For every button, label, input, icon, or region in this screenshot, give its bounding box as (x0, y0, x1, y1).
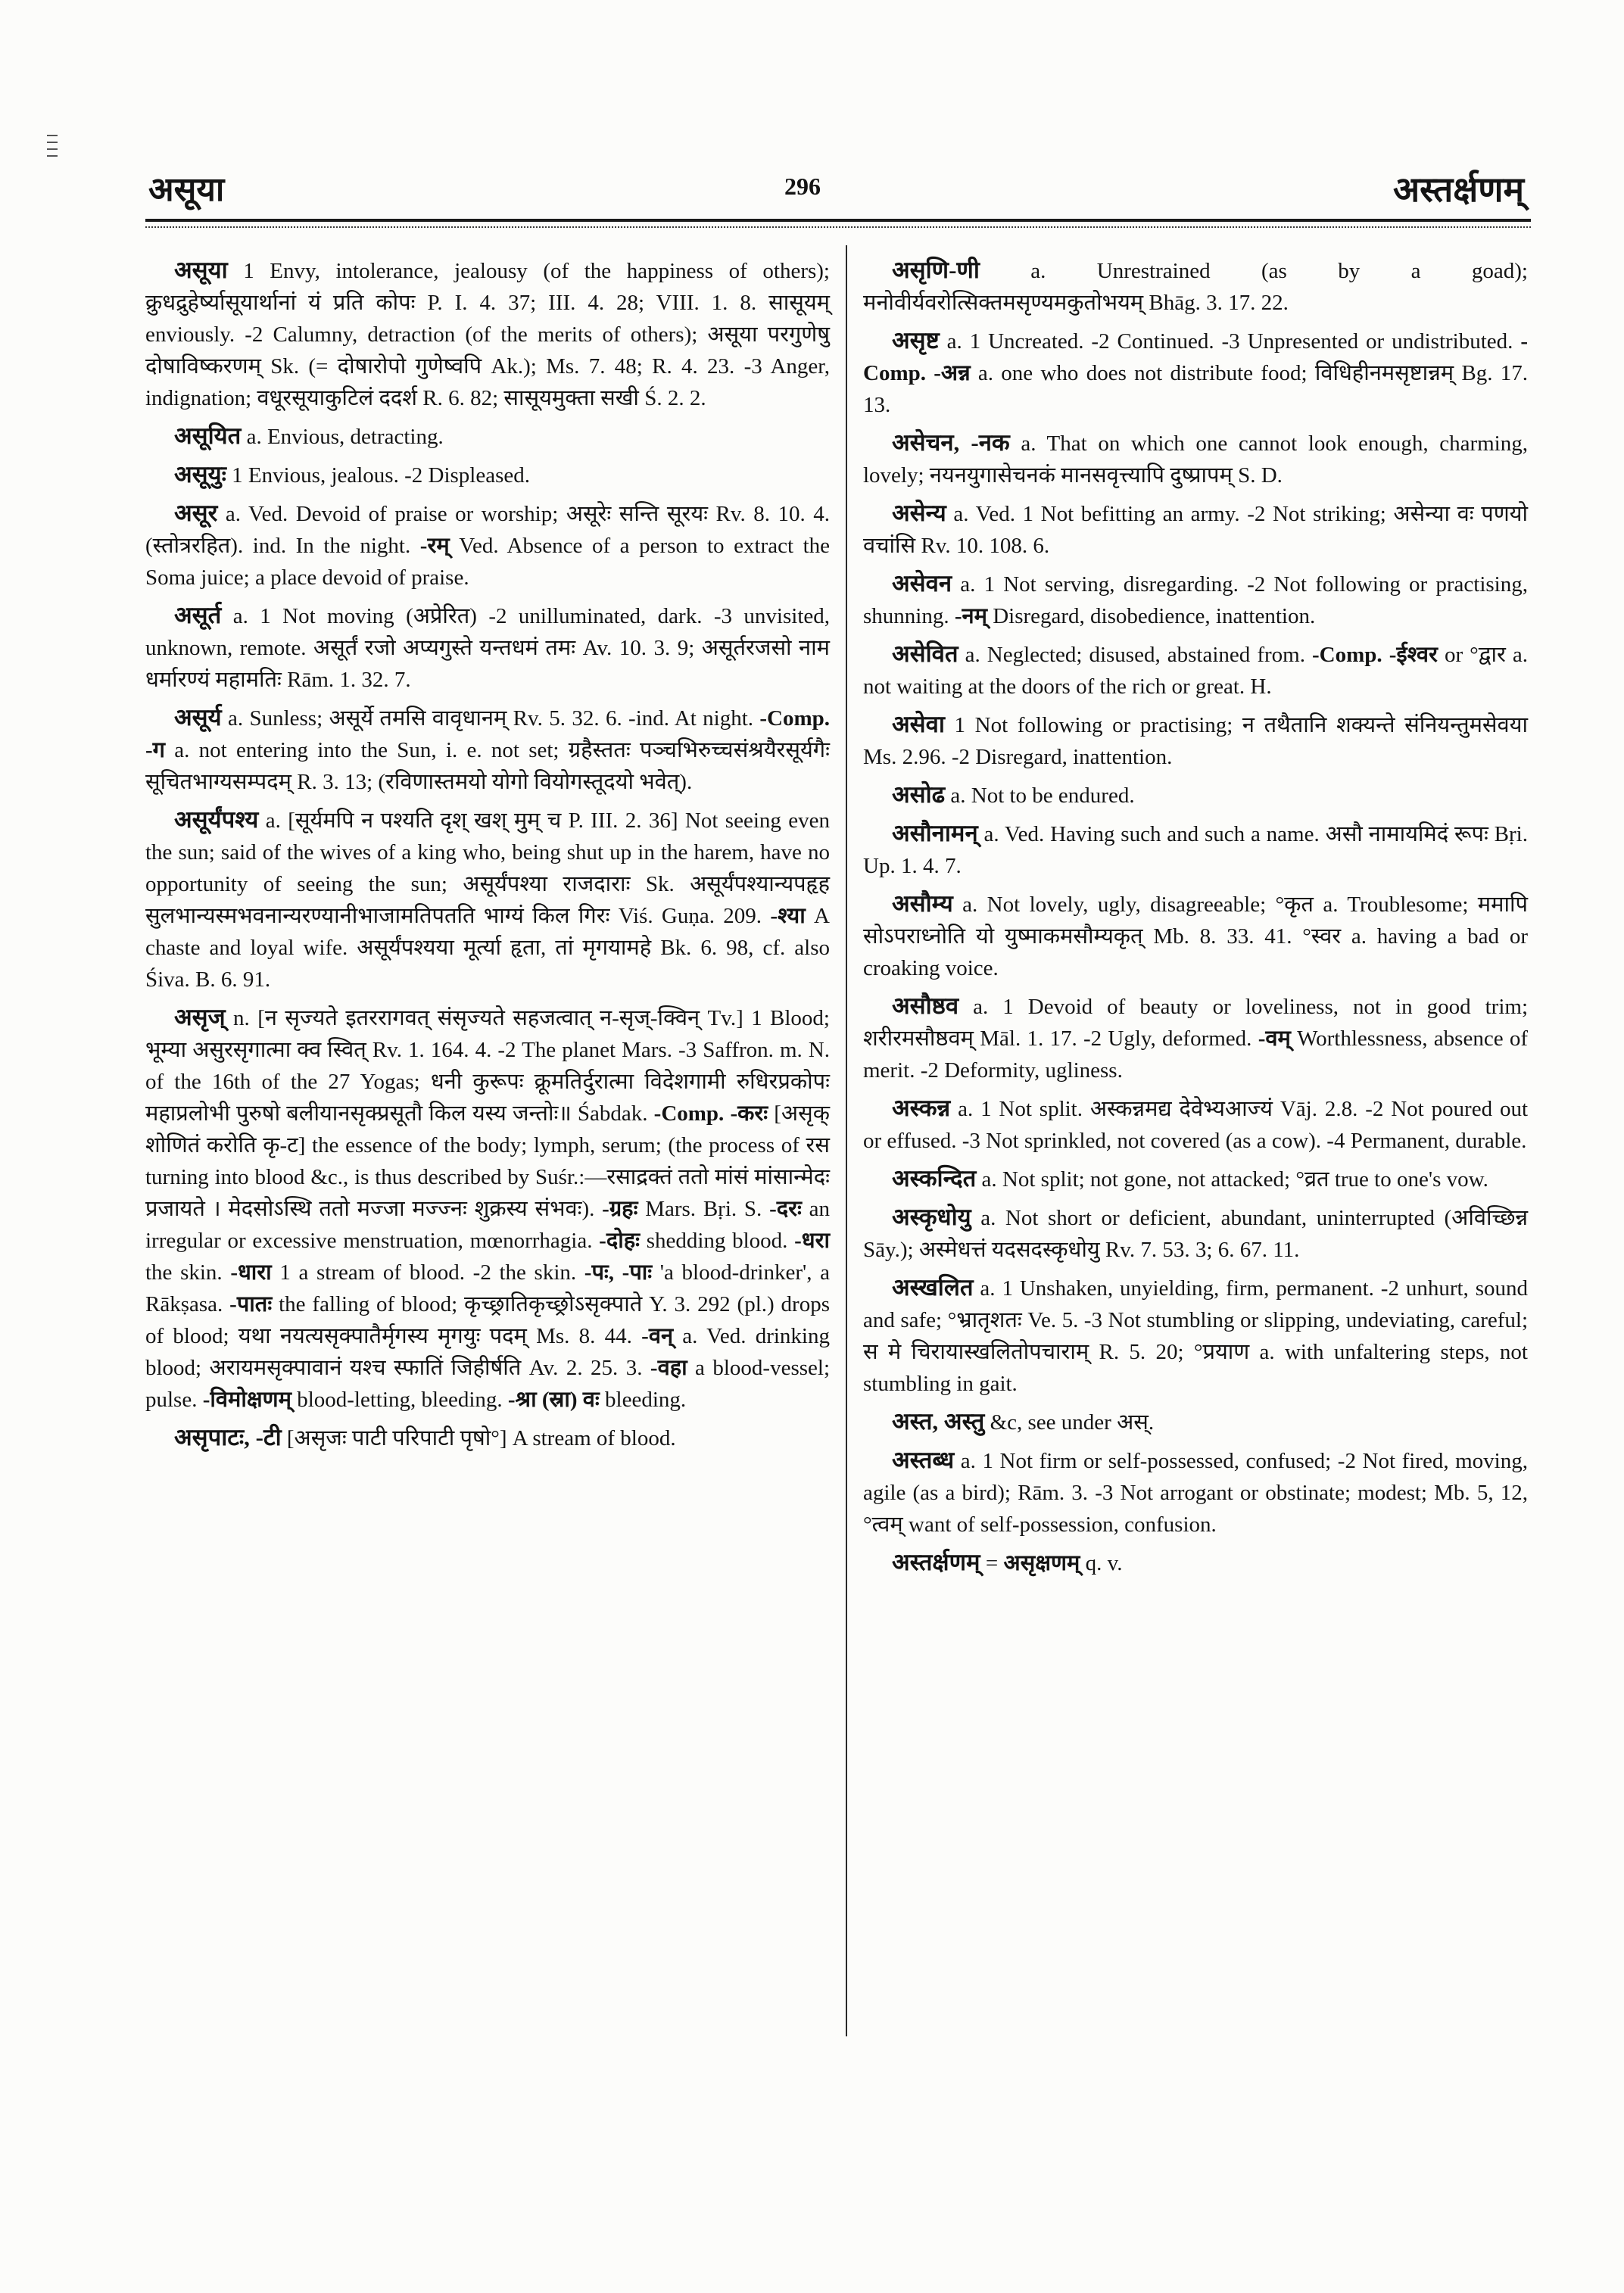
entry-definition: a. Not lovely, ugly, disagreeable; °कृत a. Troublesome; ममापि सोऽपराध्नोति यो युष्माकमसौम्यकृत् Mb. 8. 33. 41. °स्वर a. having a bad or croaking voice. (863, 893, 1528, 980)
entry-headword: असेन्य (892, 500, 946, 526)
dictionary-entry (863, 1092, 1528, 1157)
entry-definition: [असृजः पाटी परिपाटी पृषो°] A stream of blood. (281, 1426, 676, 1450)
page-number: 296 (784, 173, 821, 200)
entry-headword: अस्खलित (892, 1274, 974, 1301)
dictionary-entry (145, 254, 830, 414)
entry-definition: &c, see under अस्. (984, 1410, 1155, 1435)
entry-subheadword: -रम् (419, 534, 450, 558)
entry-headword: असेवा (892, 711, 945, 737)
right-column (863, 254, 1528, 1585)
entry-headword: असूर्त (174, 602, 222, 628)
entry-subheadword: -वहा (650, 1356, 687, 1380)
column-divider (846, 245, 847, 2036)
entry-definition: a. Unrestrained (as by a goad); मनोवीर्यवरोत्सिक्तमसृण्यमकुतोभयम् Bhāg. 3. 17. 22. (863, 259, 1528, 315)
entry-definition: the falling of blood; कृच्छ्रातिकृच्छ्रोऽसृक्पाते Y. 3. 292 (pl.) drops of blood; यथा नयत्यसृक्पातैर्मृगस्य मृगयुः पदम् Ms. 8. 44. (145, 1292, 830, 1348)
entry-headword: असौष्ठव (892, 992, 959, 1019)
dictionary-entry (145, 702, 830, 798)
dictionary-entry (863, 497, 1528, 562)
entry-headword: असूर्य (174, 704, 222, 731)
entry-definition: 1 Envy, intolerance, jealousy (of the happiness of others); क्रुधद्रुहेर्ष्यासूयार्थानां यं प्रति कोपः P. I. 4. 37; III. 4. 28; VIII. 1. 8. सासूयम् enviously. -2 Calumny, detraction (of the merits of others); असूया परगुणेषु दोषाविष्करणम् Sk. (= दोषारोपो गुणेष्वपि Ak.); Ms. 7. 48; R. 4. 23. -3 Anger, indignation; वधूरसूयाकुटिलं ददर्श R. 6. 82; सासूयमुक्ता सखी Ś. 2. 2. (145, 259, 830, 410)
left-column (145, 254, 830, 1460)
entry-definition: a. Sunless; असूर्ये तमसि वावृधानम् Rv. 5. 32. 6. -ind. At night. (221, 706, 760, 731)
dictionary-entry (863, 1201, 1528, 1266)
entry-definition: a. 1 Devoid of beauty or loveliness, not in good trim; शरीरमसौष्ठवम् Māl. 1. 17. -2 Ugly, deformed. (863, 995, 1528, 1051)
dictionary-entry (863, 818, 1528, 882)
entry-subheadword: -दरः (769, 1197, 802, 1221)
entry-definition: [असृक् शोणितं करोति कृ-ट] the essence of the body; lymph, serum; (the process of रस turning into blood &c., is thus described by Suśr.:—रसाद्रक्तं ततो मांसं मांसान्मेदः प्रजायते । मेदसोऽस्थि ततो मज्जा मज्ज्नः शुक्रस्य संभवः). (145, 1101, 830, 1221)
dictionary-entry (863, 1163, 1528, 1195)
entry-definition: = (980, 1551, 1004, 1575)
entry-subheadword: -नम् (954, 604, 987, 628)
entry-subheadword: -धरा (794, 1229, 830, 1253)
dictionary-entry (145, 804, 830, 995)
entry-subheadword: -दोहः (599, 1229, 640, 1253)
entry-subheadword: -वन् (641, 1324, 674, 1348)
entry-definition: a. That on which one cannot look enough, charming, lovely; नयनयुगासेचनकं मानसवृत्त्यापि दुष्प्रापम् S. D. (863, 431, 1528, 488)
entry-definition: a. 1 Not moving (अप्रेरित) -2 unilluminated, dark. -3 unvisited, unknown, remote. असूर्तं रजो अप्यगुस्ते यन्तधमं तमः Av. 10. 3. 9; असूर्तरजसो नाम धर्मारण्यं महामतिः Rām. 1. 32. 7. (145, 604, 830, 692)
dictionary-entry (863, 779, 1528, 812)
entry-definition: a. Ved. Devoid of praise or worship; असूरेः सन्ति सूरयः Rv. 8. 10. 4. (स्तोत्ररहित). ind. In the night. (145, 502, 830, 558)
entry-headword: असेचन, -नक (892, 429, 1010, 456)
dictionary-entry (863, 1406, 1528, 1438)
entry-headword: असेवित (892, 640, 959, 667)
entry-definition: bleeding. (599, 1388, 687, 1412)
entry-headword: असौनामन् (892, 820, 978, 846)
entry-definition: q. v. (1080, 1551, 1123, 1575)
dictionary-entry (863, 254, 1528, 319)
entry-headword: अस्तब्ध (892, 1447, 955, 1473)
entry-definition: a. 1 Not split. अस्कन्नमद्य देवेभ्यआज्यं Vāj. 2.8. -2 Not poured out or effused. -3 Not sprinkled, not covered (as a cow). -4 Permanent, durable. (863, 1097, 1528, 1153)
entry-definition: the skin. (145, 1260, 231, 1285)
entry-headword: असूयित (174, 422, 242, 449)
entry-headword: अस्कृधोयु (892, 1204, 971, 1230)
dictionary-entry (145, 1422, 830, 1454)
entry-definition: a. Ved. Having such and such a name. असौ नामायमिदं रूपः Bṛi. Up. 1. 4. 7. (863, 822, 1528, 878)
dictionary-entry (863, 888, 1528, 984)
entry-subheadword: असृक्षणम् (1003, 1551, 1080, 1575)
entry-headword: असूर (174, 500, 218, 526)
entry-subheadword: -Comp. -ग (145, 706, 830, 762)
entry-definition: an irregular or excessive menstruation, mœnorrhagia. (145, 1197, 830, 1253)
entry-subheadword: -Comp. -ईश्वर (1312, 643, 1438, 667)
dictionary-entry (863, 990, 1528, 1086)
entry-headword: असृपाटः, -टी (174, 1424, 282, 1450)
entry-definition: Mars. Bṛi. S. (637, 1197, 770, 1221)
running-head-right: अस्तर्क्षणम् (1392, 170, 1524, 209)
entry-headword: अस्तर्क्षणम् (892, 1549, 980, 1575)
entry-subheadword: -ग्रहः (602, 1197, 638, 1221)
entry-subheadword: -Comp. -अन्न (863, 329, 1528, 385)
entry-definition: or °द्वार a. not waiting at the doors of the rich or great. H. (863, 643, 1529, 699)
entry-definition: a. [सूर्यमपि न पश्यति दृश् खश् मुम् च P. III. 2. 36] Not seeing even the sun; said of the wives of a king who, being shut up in the harem, have no opportunity of seeing the sun; असूर्यंपश्या राजदाराः Sk. असूर्यंपश्यान्यपहृह सुलभान्यस्मभवनान्यरण्यानीभाजामतिपतति भाग्यं किल गिरः Viś. Guṇa. 209. (145, 808, 830, 928)
dictionary-entry (863, 427, 1528, 491)
entry-headword: अस्त, अस्तु (892, 1408, 985, 1435)
dictionary-entry (863, 1444, 1528, 1541)
entry-definition: a. Neglected; disused, abstained from. (958, 643, 1313, 667)
entry-definition: shedding blood. (639, 1229, 795, 1253)
entry-definition: n. [न सृज्यते इतररागवत् संसृज्यते सहजत्वात् न-सृज्-क्विन् Tv.] 1 Blood; भूम्या असुरसृगात्मा क्व स्वित् Rv. 1. 164. 4. -2 The planet Mars. -3 Saffron. m. N. of the 16th of the 27 Yogas; धनी कुरूपः क्रूमतिर्दुरात्मा विदेशगामी रुधिरप्रकोपः महाप्रलोभी पुरुषो बलीयानसृक्प्रसूतौ किल यस्य जन्तोः॥ Śabdak. (145, 1006, 830, 1126)
dictionary-entry (863, 325, 1528, 421)
entry-definition: 'a blood-drinker', a Rākṣasa. (145, 1260, 830, 1316)
entry-definition: A chaste and loyal wife. असूर्यंपश्यया मूर्त्या हृता, तां मृगयामहे Bk. 6. 98, cf. also Śiva. B. 6. 91. (145, 904, 830, 992)
entry-headword: असृष्ट (892, 327, 940, 354)
entry-definition: a. Not short or deficient, abundant, uninterrupted (अविच्छिन्न Sāy.); अस्मेधत्तं यदसदस्कृधोयु Rv. 7. 53. 3; 6. 67. 11. (863, 1206, 1528, 1262)
dictionary-entry (145, 1002, 830, 1416)
entry-definition: a. one who does not distribute food; विधिहीनमसृष्टान्नम् Bg. 17. 13. (863, 361, 1528, 417)
entry-definition: Worthlessness, absence of merit. -2 Deformity, ugliness. (863, 1027, 1528, 1083)
dictionary-entry (863, 1547, 1528, 1579)
entry-headword: असृज् (174, 1004, 226, 1030)
entry-definition: a. 1 Not firm or self-possessed, confused; -2 Not fired, moving, agile (as a bird); Rām. 3. -3 Not arrogant or obstinate; modest; Mb. 5, 12, °त्वम् want of self-possession, confusion. (863, 1449, 1528, 1537)
entry-headword: असूर्यंपश्य (174, 806, 259, 833)
entry-definition: a. Not split; not gone, not attacked; °व्रत true to one's vow. (976, 1167, 1488, 1192)
entry-definition: a blood-vessel; pulse. (145, 1356, 830, 1412)
entry-definition: a. Not to be endured. (945, 784, 1135, 808)
dictionary-entry (145, 459, 830, 491)
entry-subheadword: -पः, -पाः (584, 1260, 653, 1285)
entry-definition: a. 1 Unshaken, unyielding, firm, permanent. -2 unhurt, sound and safe; °भ्रातृशतः Ve. 5. -3 Not stumbling or slipping, undeviating, careful; स मे चिरायास्खलितोपचाराम् R. 5. 20; °प्रयाण a. with unfaltering steps, not stumbling in gait. (863, 1276, 1528, 1396)
entry-headword: असृणि-णी (892, 257, 980, 283)
entry-subheadword: -धारा (230, 1260, 272, 1285)
margin-mark (47, 135, 58, 162)
entry-definition: a. not entering into the Sun, i. e. not set; ग्रहैस्ततः पञ्चभिरुच्चसंश्रयैरसूर्यगैः सूचितभाग्यसम्पदम् R. 3. 13; (रविणास्तमयो योगो वियोगस्तूदयो भवेत्). (145, 738, 830, 794)
entry-headword: असूया (174, 257, 228, 283)
entry-definition: 1 Not following or practising; न तथैतानि शक्यन्ते संनियन्तुमसेवया Ms. 2.96. -2 Disregard, inattention. (863, 713, 1528, 769)
entry-definition: a. Ved. 1 Not befitting an army. -2 Not striking; असेन्या वः पणयो वचांसि Rv. 10. 108. 6. (863, 502, 1528, 558)
entry-headword: असूयुः (174, 461, 226, 488)
entry-headword: असौम्य (892, 890, 953, 917)
entry-subheadword: -श्या (770, 904, 806, 928)
entry-definition: Ved. Absence of a person to extract the Soma juice; a place devoid of praise. (145, 534, 831, 590)
dictionary-entry (145, 600, 830, 696)
entry-definition: a. 1 Uncreated. -2 Continued. -3 Unpresented or undistributed. (939, 329, 1521, 354)
dictionary-entry (863, 638, 1528, 703)
entry-definition: a. 1 Not serving, disregarding. -2 Not following or practising, shunning. (863, 572, 1528, 628)
entry-subheadword: -श्रा (स्रा) वः (507, 1388, 600, 1412)
entry-definition: blood-letting, bleeding. (291, 1388, 508, 1412)
dictionary-entry (863, 568, 1528, 632)
dictionary-entry (145, 420, 830, 453)
dictionary-entry (863, 1272, 1528, 1400)
entry-definition: a. Ved. drinking blood; अरायमसृक्पावानं यश्च स्फातिं जिहीर्षति Av. 2. 25. 3. (145, 1324, 830, 1380)
entry-subheadword: -वम् (1258, 1027, 1291, 1051)
header-rule-thin (145, 226, 1531, 228)
entry-headword: असेवन (892, 570, 952, 597)
header-rule-thick (145, 219, 1531, 222)
entry-headword: असोढ (892, 781, 946, 808)
entry-definition: Disregard, disobedience, inattention. (987, 604, 1316, 628)
entry-definition: a. Envious, detracting. (241, 425, 444, 449)
running-head-left: असूया (148, 171, 225, 208)
entry-subheadword: -विमोक्षणम् (202, 1388, 291, 1412)
entry-headword: अस्कन्न (892, 1095, 951, 1121)
dictionary-entry (145, 497, 830, 594)
entry-definition: 1 a stream of blood. -2 the skin. (271, 1260, 584, 1285)
entry-subheadword: -पातः (229, 1292, 273, 1316)
entry-definition: 1 Envious, jealous. -2 Displeased. (226, 463, 530, 488)
dictionary-entry (863, 709, 1528, 773)
entry-headword: अस्कन्दित (892, 1165, 977, 1192)
entry-subheadword: -Comp. -करः (653, 1101, 768, 1126)
